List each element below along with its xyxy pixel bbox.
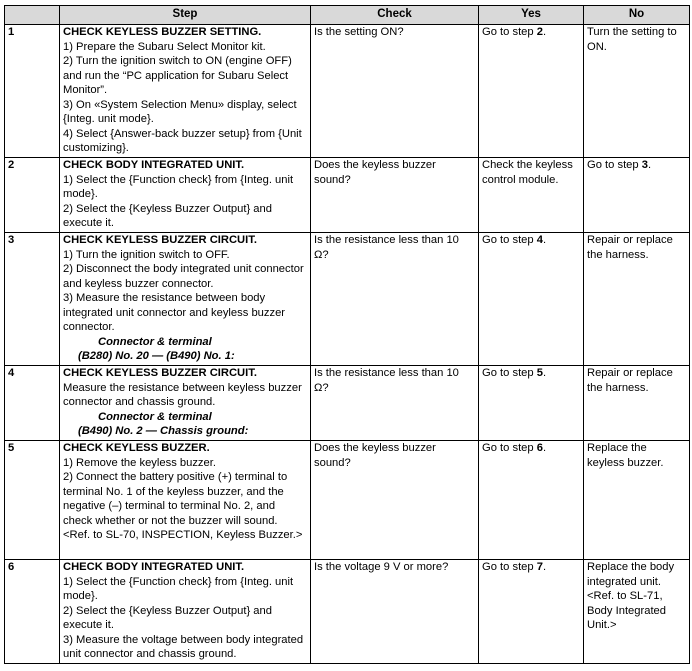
step-title: CHECK BODY INTEGRATED UNIT. <box>63 159 245 171</box>
step-title: CHECK BODY INTEGRATED UNIT. <box>63 561 245 573</box>
step-ref: 5 <box>536 367 543 379</box>
yes-cell: Go to step 5. <box>479 366 584 441</box>
step-title: CHECK KEYLESS BUZZER CIRCUIT. <box>63 367 257 379</box>
check-cell: Is the voltage 9 V or more? <box>311 560 479 664</box>
yes-cell: Go to step 6. <box>479 441 584 560</box>
step-line: 2) Disconnect the body integrated unit connector and keyless buzzer connector. <box>63 263 304 290</box>
step-ref: 2 <box>536 26 543 38</box>
diagnostic-procedure-table <box>4 5 690 664</box>
step-ref: 6 <box>536 442 543 454</box>
table-row <box>5 441 690 560</box>
table-row <box>5 158 690 233</box>
step-line: 2) Connect the battery positive (+) terminal to terminal No. 1 of the keyless buzzer, and the negative (–) terminal to terminal No. 2, and check whether or not the buzzer will sound. <box>63 471 288 527</box>
no-cell: Replace the body integrated unit. <Ref. to SL-71, Body Integrated Unit.> <box>584 560 690 664</box>
step-cell <box>60 560 311 664</box>
step-ref: 3 <box>641 159 648 171</box>
check-cell: Is the resistance less than 10 Ω? <box>311 233 479 366</box>
table-row <box>5 366 690 441</box>
no-cell: Turn the setting to ON. <box>584 25 690 158</box>
step-line: Measure the resistance between keyless buzzer connector and chassis ground. <box>63 381 302 408</box>
step-number: 3 <box>5 233 60 366</box>
table-row <box>5 233 690 366</box>
step-line: 3) On «System Selection Menu» display, select {Integ. unit mode}. <box>63 98 297 125</box>
step-line: 1) Remove the keyless buzzer. <box>63 456 216 469</box>
header-number <box>5 6 60 25</box>
check-cell: Is the setting ON? <box>311 25 479 158</box>
step-line: 1) Turn the ignition switch to OFF. <box>63 248 230 261</box>
step-title: CHECK KEYLESS BUZZER. <box>63 442 210 454</box>
check-cell: Does the keyless buzzer sound? <box>311 441 479 560</box>
header-check: Check <box>311 6 479 25</box>
step-reference: <Ref. to SL-70, INSPECTION, Keyless Buzzer.> <box>63 529 303 541</box>
connector-heading: Connector & terminal <box>98 410 212 423</box>
header-step: Step <box>60 6 311 25</box>
header-yes: Yes <box>479 6 584 25</box>
connector-detail: (B490) No. 2 — Chassis ground: <box>78 425 249 437</box>
no-cell: Replace the keyless buzzer. <box>584 441 690 560</box>
no-cell: Go to step 3. <box>584 158 690 233</box>
step-line: 3) Measure the resistance between body integrated unit connector and keyless buzzer connector. <box>63 292 286 333</box>
step-line: 2) Select the {Keyless Buzzer Output} and execute it. <box>63 202 272 229</box>
step-line: 2) Turn the ignition switch to ON (engine OFF) and run the “PC application for Subaru Select Monitor”. <box>63 55 292 96</box>
step-line: 1) Select the {Function check} from {Integ. unit mode}. <box>63 575 294 602</box>
step-cell <box>60 158 311 233</box>
step-ref: 4 <box>536 234 543 246</box>
step-number: 2 <box>5 158 60 233</box>
table-row <box>5 560 690 664</box>
step-cell <box>60 25 311 158</box>
yes-cell: Go to step 7. <box>479 560 584 664</box>
connector-detail: (B280) No. 20 — (B490) No. 1: <box>78 350 235 362</box>
step-number: 6 <box>5 560 60 664</box>
check-cell: Is the resistance less than 10 Ω? <box>311 366 479 441</box>
no-cell: Repair or replace the harness. <box>584 233 690 366</box>
yes-cell: Go to step 4. <box>479 233 584 366</box>
step-number: 5 <box>5 441 60 560</box>
step-line: 4) Select {Answer-back buzzer setup} from {Unit customizing}. <box>63 127 302 154</box>
step-line: 3) Measure the voltage between body integrated unit connector and chassis ground. <box>63 633 304 660</box>
yes-cell: Go to step 2. <box>479 25 584 158</box>
yes-cell: Check the keyless control module. <box>479 158 584 233</box>
step-line: 1) Prepare the Subaru Select Monitor kit. <box>63 40 266 53</box>
step-cell <box>60 441 311 560</box>
step-ref: 7 <box>536 561 543 573</box>
step-cell <box>60 366 311 441</box>
step-number: 1 <box>5 25 60 158</box>
header-no: No <box>584 6 690 25</box>
step-cell <box>60 233 311 366</box>
no-cell: Repair or replace the harness. <box>584 366 690 441</box>
step-title: CHECK KEYLESS BUZZER SETTING. <box>63 26 262 38</box>
check-cell: Does the keyless buzzer sound? <box>311 158 479 233</box>
step-number: 4 <box>5 366 60 441</box>
connector-heading: Connector & terminal <box>98 335 212 348</box>
step-line: 2) Select the {Keyless Buzzer Output} and execute it. <box>63 604 272 631</box>
header-row <box>5 6 690 25</box>
diagnostic-table-wrapper <box>4 5 690 664</box>
step-title: CHECK KEYLESS BUZZER CIRCUIT. <box>63 234 257 246</box>
step-line: 1) Select the {Function check} from {Integ. unit mode}. <box>63 173 294 200</box>
table-row <box>5 25 690 158</box>
